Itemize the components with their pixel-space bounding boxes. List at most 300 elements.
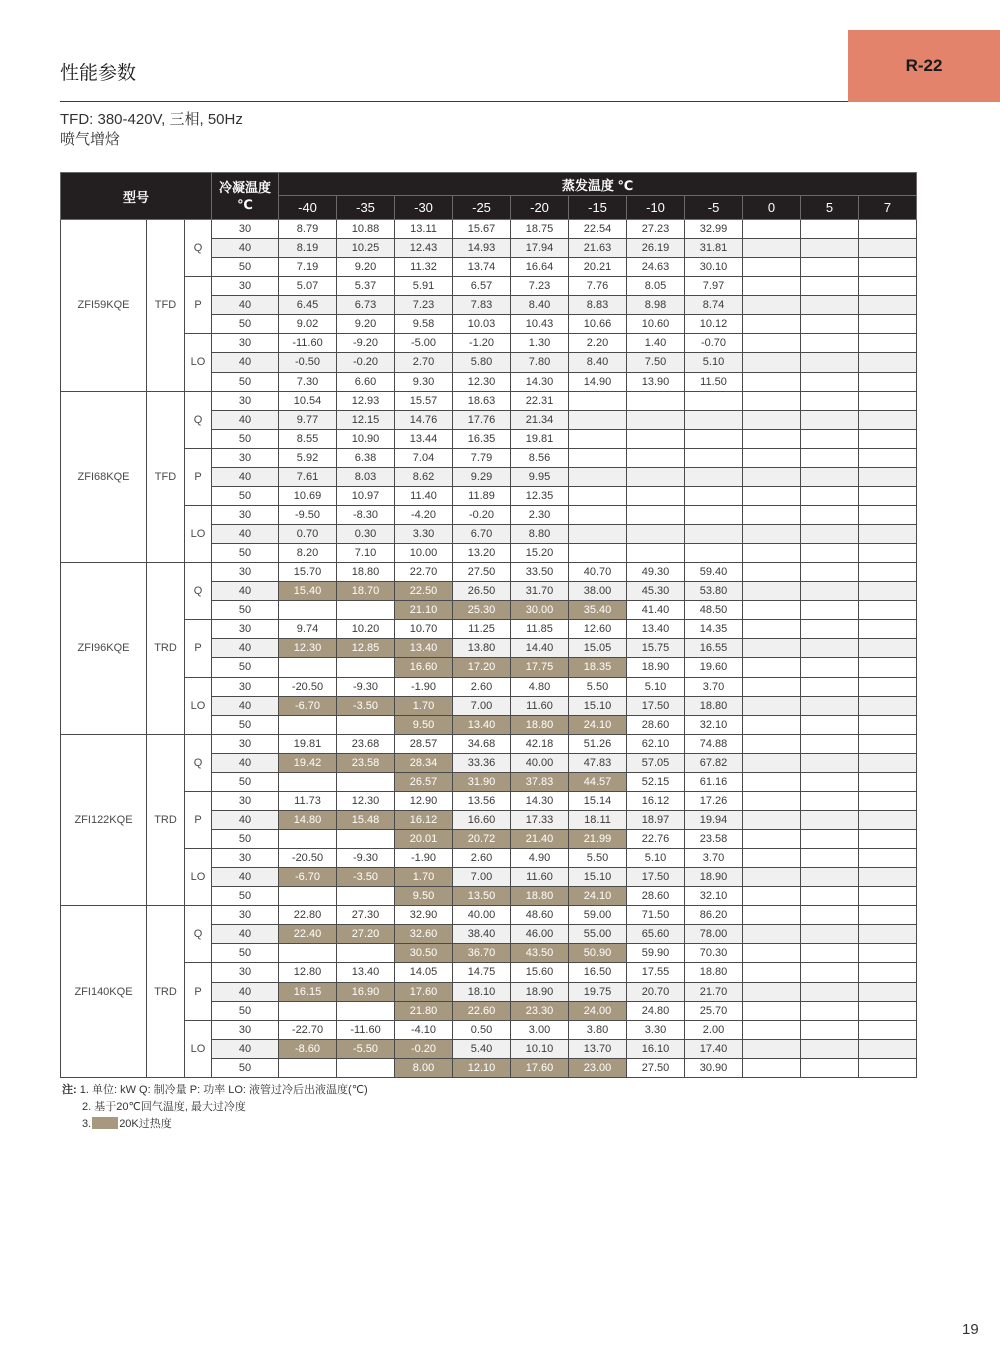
condensing-temp-cell: 40 [212, 582, 279, 601]
value-cell: 5.10 [627, 849, 685, 868]
value-cell [801, 372, 859, 391]
value-cell [801, 791, 859, 810]
value-cell: 17.76 [453, 410, 511, 429]
value-cell [859, 563, 917, 582]
value-cell: 3.30 [395, 525, 453, 544]
table-row [61, 906, 917, 925]
value-cell: 12.30 [279, 639, 337, 658]
value-cell: 44.57 [569, 772, 627, 791]
condensing-temp-cell: 30 [212, 448, 279, 467]
value-cell: 20.70 [627, 982, 685, 1001]
value-cell: 18.90 [511, 982, 569, 1001]
value-cell: 13.11 [395, 220, 453, 239]
condensing-temp-cell: 30 [212, 963, 279, 982]
value-cell: 27.23 [627, 220, 685, 239]
value-cell: 7.10 [337, 544, 395, 563]
value-cell [743, 601, 801, 620]
value-cell: 33.36 [453, 753, 511, 772]
value-cell: -3.50 [337, 696, 395, 715]
evap-temp-header: 7 [859, 196, 917, 220]
value-cell: 53.80 [685, 582, 743, 601]
value-cell [743, 220, 801, 239]
parameter-label: Q [185, 563, 212, 620]
value-cell [801, 810, 859, 829]
parameter-label: P [185, 448, 212, 505]
value-cell: 18.35 [569, 658, 627, 677]
value-cell [569, 429, 627, 448]
value-cell: 40.00 [453, 906, 511, 925]
note-1: 1. 单位: kW Q: 制冷量 P: 功率 LO: 液管过冷后出液温度(℃) [79, 1084, 368, 1096]
header-evaporating-temp: 蒸发温度 ℃ [279, 173, 917, 196]
value-cell [801, 620, 859, 639]
value-cell: -22.70 [279, 1020, 337, 1039]
value-cell [801, 601, 859, 620]
value-cell [801, 220, 859, 239]
value-cell: 6.60 [337, 372, 395, 391]
value-cell: 11.40 [395, 486, 453, 505]
value-cell: 16.12 [627, 791, 685, 810]
value-cell: 21.10 [395, 601, 453, 620]
header-model: 型号 [61, 173, 212, 220]
value-cell [685, 429, 743, 448]
value-cell: 8.40 [511, 296, 569, 315]
value-cell: 9.20 [337, 258, 395, 277]
value-cell [859, 677, 917, 696]
value-cell: 8.79 [279, 220, 337, 239]
value-cell [859, 220, 917, 239]
value-cell: 20.72 [453, 830, 511, 849]
value-cell [801, 963, 859, 982]
value-cell [743, 658, 801, 677]
value-cell: 5.80 [453, 353, 511, 372]
value-cell [743, 982, 801, 1001]
value-cell: 24.80 [627, 1001, 685, 1020]
value-cell [743, 944, 801, 963]
value-cell [569, 448, 627, 467]
value-cell: 9.95 [511, 467, 569, 486]
value-cell [743, 810, 801, 829]
value-cell: 17.50 [627, 868, 685, 887]
table-row [61, 734, 917, 753]
value-cell: 15.67 [453, 220, 511, 239]
value-cell [685, 391, 743, 410]
header-condensing-label: 冷凝温度 [219, 180, 272, 195]
value-cell: -8.60 [279, 1039, 337, 1058]
value-cell: 7.19 [279, 258, 337, 277]
value-cell: 32.90 [395, 906, 453, 925]
value-cell: 23.58 [685, 830, 743, 849]
value-cell [859, 944, 917, 963]
value-cell [859, 391, 917, 410]
value-cell [337, 1058, 395, 1077]
value-cell: 19.75 [569, 982, 627, 1001]
parameter-label: LO [185, 505, 212, 562]
value-cell: 3.30 [627, 1020, 685, 1039]
condensing-temp-cell: 30 [212, 391, 279, 410]
value-cell: 20.01 [395, 830, 453, 849]
value-cell: 15.14 [569, 791, 627, 810]
value-cell: 8.20 [279, 544, 337, 563]
value-cell [859, 772, 917, 791]
value-cell [859, 658, 917, 677]
condensing-temp-cell: 50 [212, 1058, 279, 1077]
value-cell [859, 887, 917, 906]
value-cell [801, 677, 859, 696]
value-cell [627, 544, 685, 563]
evap-temp-header: -10 [627, 196, 685, 220]
value-cell: 27.30 [337, 906, 395, 925]
value-cell: 28.60 [627, 715, 685, 734]
value-cell: 27.50 [627, 1058, 685, 1077]
value-cell: 18.80 [685, 696, 743, 715]
parameter-label: P [185, 963, 212, 1020]
condensing-temp-cell: 40 [212, 353, 279, 372]
shade-legend-swatch [92, 1117, 118, 1129]
value-cell: 16.50 [569, 963, 627, 982]
value-cell [627, 486, 685, 505]
condensing-temp-cell: 30 [212, 220, 279, 239]
value-cell: 17.20 [453, 658, 511, 677]
value-cell [859, 791, 917, 810]
value-cell: 22.80 [279, 906, 337, 925]
value-cell [627, 505, 685, 524]
value-cell: 43.50 [511, 944, 569, 963]
value-cell [859, 925, 917, 944]
value-cell: 8.83 [569, 296, 627, 315]
value-cell: 11.73 [279, 791, 337, 810]
page-title: 性能参数 [60, 63, 137, 84]
value-cell: 10.69 [279, 486, 337, 505]
table-row [61, 677, 917, 696]
value-cell: 10.54 [279, 391, 337, 410]
value-cell [859, 963, 917, 982]
evap-temp-header: -25 [453, 196, 511, 220]
value-cell: 6.38 [337, 448, 395, 467]
value-cell: 16.55 [685, 639, 743, 658]
value-cell: -3.50 [337, 868, 395, 887]
value-cell: 10.03 [453, 315, 511, 334]
value-cell: 11.89 [453, 486, 511, 505]
value-cell [743, 315, 801, 334]
value-cell [337, 944, 395, 963]
value-cell [627, 448, 685, 467]
value-cell [743, 239, 801, 258]
value-cell [743, 791, 801, 810]
value-cell: 3.80 [569, 1020, 627, 1039]
value-cell: 21.63 [569, 239, 627, 258]
value-cell: 55.00 [569, 925, 627, 944]
value-cell: 32.10 [685, 887, 743, 906]
value-cell: 40.70 [569, 563, 627, 582]
value-cell [743, 1039, 801, 1058]
value-cell: 12.43 [395, 239, 453, 258]
condensing-temp-cell: 50 [212, 486, 279, 505]
value-cell [801, 925, 859, 944]
note-2: 2. 基于20℃回气温度, 最大过冷度 [82, 1101, 246, 1113]
value-cell: -1.90 [395, 849, 453, 868]
motor-type: TFD [147, 220, 185, 392]
value-cell [627, 525, 685, 544]
value-cell: 22.31 [511, 391, 569, 410]
table-row [61, 963, 917, 982]
parameter-label: Q [185, 391, 212, 448]
value-cell: 2.70 [395, 353, 453, 372]
value-cell: 30.10 [685, 258, 743, 277]
value-cell: 31.70 [511, 582, 569, 601]
value-cell: 22.60 [453, 1001, 511, 1020]
value-cell [279, 715, 337, 734]
value-cell: 49.30 [627, 563, 685, 582]
value-cell: 34.68 [453, 734, 511, 753]
evap-temp-header: 0 [743, 196, 801, 220]
value-cell [801, 887, 859, 906]
condensing-temp-cell: 40 [212, 982, 279, 1001]
value-cell: 14.76 [395, 410, 453, 429]
condensing-temp-cell: 40 [212, 525, 279, 544]
value-cell [801, 906, 859, 925]
value-cell: 7.61 [279, 467, 337, 486]
condensing-temp-cell: 30 [212, 277, 279, 296]
value-cell: 67.82 [685, 753, 743, 772]
value-cell: 71.50 [627, 906, 685, 925]
spec-feature: 喷气增焓 [60, 131, 121, 148]
value-cell: 16.60 [453, 810, 511, 829]
value-cell: 10.00 [395, 544, 453, 563]
value-cell: 17.33 [511, 810, 569, 829]
value-cell: 19.81 [279, 734, 337, 753]
value-cell: 42.18 [511, 734, 569, 753]
value-cell: 9.77 [279, 410, 337, 429]
value-cell: 26.19 [627, 239, 685, 258]
value-cell: 22.76 [627, 830, 685, 849]
value-cell: 8.74 [685, 296, 743, 315]
value-cell: 78.00 [685, 925, 743, 944]
parameter-label: P [185, 620, 212, 677]
value-cell: 21.80 [395, 1001, 453, 1020]
value-cell: 8.80 [511, 525, 569, 544]
value-cell: 5.50 [569, 849, 627, 868]
value-cell: 25.70 [685, 1001, 743, 1020]
value-cell: 10.60 [627, 315, 685, 334]
table-row [61, 1020, 917, 1039]
parameter-label: LO [185, 334, 212, 391]
value-cell [685, 486, 743, 505]
value-cell: 17.75 [511, 658, 569, 677]
value-cell [743, 429, 801, 448]
value-cell [859, 715, 917, 734]
value-cell [801, 429, 859, 448]
value-cell [743, 772, 801, 791]
value-cell: -4.20 [395, 505, 453, 524]
value-cell [801, 772, 859, 791]
value-cell [801, 563, 859, 582]
value-cell: 50.90 [569, 944, 627, 963]
value-cell: 20.21 [569, 258, 627, 277]
value-cell: 28.34 [395, 753, 453, 772]
value-cell: 59.90 [627, 944, 685, 963]
condensing-temp-cell: 50 [212, 258, 279, 277]
value-cell: 74.88 [685, 734, 743, 753]
value-cell [859, 486, 917, 505]
table-row [61, 620, 917, 639]
value-cell [743, 639, 801, 658]
value-cell: 18.80 [685, 963, 743, 982]
condensing-temp-cell: 30 [212, 1020, 279, 1039]
value-cell [743, 448, 801, 467]
value-cell [801, 658, 859, 677]
value-cell: 15.05 [569, 639, 627, 658]
condensing-temp-cell: 40 [212, 810, 279, 829]
model-name: ZFI122KQE [61, 734, 147, 906]
value-cell: 3.70 [685, 849, 743, 868]
value-cell: 24.10 [569, 715, 627, 734]
value-cell: 18.10 [453, 982, 511, 1001]
motor-type: TRD [147, 906, 185, 1078]
value-cell [743, 525, 801, 544]
condensing-temp-cell: 40 [212, 753, 279, 772]
value-cell: 37.83 [511, 772, 569, 791]
value-cell: 14.93 [453, 239, 511, 258]
value-cell: 23.68 [337, 734, 395, 753]
value-cell [859, 849, 917, 868]
value-cell: -8.30 [337, 505, 395, 524]
value-cell: 15.75 [627, 639, 685, 658]
value-cell: 12.35 [511, 486, 569, 505]
spec-voltage: TFD: 380-420V, 三相, 50Hz [60, 111, 243, 128]
condensing-temp-cell: 50 [212, 658, 279, 677]
value-cell [685, 410, 743, 429]
evap-temp-header: -15 [569, 196, 627, 220]
value-cell [801, 734, 859, 753]
value-cell: 7.00 [453, 868, 511, 887]
value-cell: 28.60 [627, 887, 685, 906]
value-cell [279, 1058, 337, 1077]
value-cell: 15.57 [395, 391, 453, 410]
value-cell: 45.30 [627, 582, 685, 601]
value-cell [801, 1001, 859, 1020]
value-cell: 11.60 [511, 868, 569, 887]
value-cell: 32.60 [395, 925, 453, 944]
table-row [61, 791, 917, 810]
value-cell: 15.10 [569, 696, 627, 715]
value-cell [801, 830, 859, 849]
model-name: ZFI59KQE [61, 220, 147, 392]
table-row [61, 849, 917, 868]
value-cell: 13.90 [627, 372, 685, 391]
value-cell [859, 810, 917, 829]
value-cell [801, 410, 859, 429]
value-cell: 7.23 [395, 296, 453, 315]
value-cell: 14.35 [685, 620, 743, 639]
value-cell [801, 353, 859, 372]
table-row [61, 391, 917, 410]
value-cell: 17.94 [511, 239, 569, 258]
value-cell: 10.88 [337, 220, 395, 239]
value-cell: 13.40 [627, 620, 685, 639]
value-cell [801, 391, 859, 410]
value-cell: 22.54 [569, 220, 627, 239]
value-cell: 9.74 [279, 620, 337, 639]
parameter-label: Q [185, 734, 212, 791]
value-cell: 14.90 [569, 372, 627, 391]
condensing-temp-cell: 40 [212, 696, 279, 715]
value-cell [801, 1058, 859, 1077]
value-cell [801, 448, 859, 467]
value-cell: 3.00 [511, 1020, 569, 1039]
value-cell [743, 677, 801, 696]
value-cell: -9.30 [337, 849, 395, 868]
value-cell [801, 486, 859, 505]
value-cell: 8.00 [395, 1058, 453, 1077]
value-cell: 7.50 [627, 353, 685, 372]
value-cell: 13.56 [453, 791, 511, 810]
condensing-temp-cell: 30 [212, 620, 279, 639]
value-cell [337, 601, 395, 620]
value-cell: 18.63 [453, 391, 511, 410]
value-cell: -0.50 [279, 353, 337, 372]
value-cell: 5.50 [569, 677, 627, 696]
value-cell: 10.12 [685, 315, 743, 334]
value-cell [859, 334, 917, 353]
value-cell: -20.50 [279, 677, 337, 696]
value-cell [627, 391, 685, 410]
value-cell [743, 734, 801, 753]
value-cell: 9.02 [279, 315, 337, 334]
value-cell [627, 467, 685, 486]
value-cell [801, 277, 859, 296]
value-cell [743, 925, 801, 944]
condensing-temp-cell: 30 [212, 849, 279, 868]
value-cell [859, 982, 917, 1001]
value-cell [569, 467, 627, 486]
parameter-label: P [185, 791, 212, 848]
parameter-label: LO [185, 849, 212, 906]
condensing-temp-cell: 40 [212, 239, 279, 258]
value-cell: 18.11 [569, 810, 627, 829]
value-cell: 0.50 [453, 1020, 511, 1039]
refrigerant-tag: R-22 [848, 30, 1000, 102]
value-cell: 10.70 [395, 620, 453, 639]
value-cell: 65.60 [627, 925, 685, 944]
value-cell [859, 696, 917, 715]
value-cell: 10.90 [337, 429, 395, 448]
value-cell [743, 887, 801, 906]
value-cell [279, 1001, 337, 1020]
value-cell: 19.60 [685, 658, 743, 677]
value-cell: 16.35 [453, 429, 511, 448]
value-cell: -1.20 [453, 334, 511, 353]
value-cell [801, 315, 859, 334]
value-cell: 38.40 [453, 925, 511, 944]
value-cell: 18.90 [685, 868, 743, 887]
value-cell: 12.85 [337, 639, 395, 658]
value-cell: 15.70 [279, 563, 337, 582]
value-cell [801, 258, 859, 277]
value-cell [743, 963, 801, 982]
value-cell: 24.10 [569, 887, 627, 906]
value-cell: 6.57 [453, 277, 511, 296]
value-cell: 7.83 [453, 296, 511, 315]
evap-temp-header: -35 [337, 196, 395, 220]
value-cell: 14.30 [511, 372, 569, 391]
value-cell: 8.55 [279, 429, 337, 448]
value-cell: 1.70 [395, 868, 453, 887]
value-cell: 17.55 [627, 963, 685, 982]
condensing-temp-cell: 50 [212, 544, 279, 563]
model-name: ZFI96KQE [61, 563, 147, 735]
value-cell: 7.04 [395, 448, 453, 467]
motor-type: TRD [147, 563, 185, 735]
